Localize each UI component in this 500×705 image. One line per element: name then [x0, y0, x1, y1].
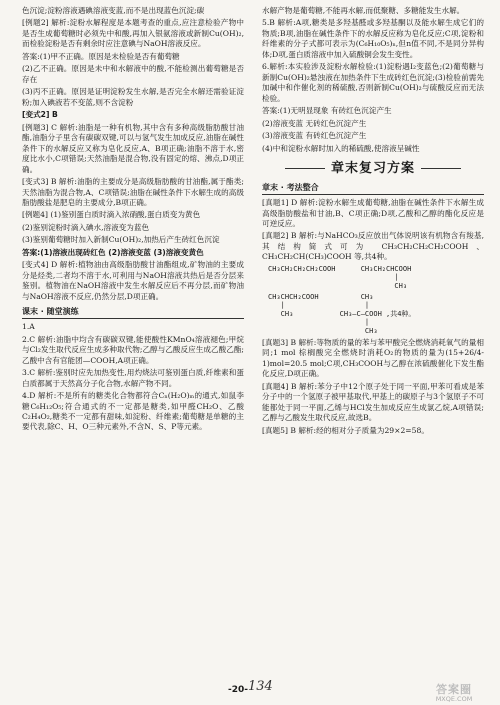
variant-2: [变式2] B [22, 110, 58, 120]
watermark-url: MXQE.COM [435, 695, 473, 704]
real-question-2: [真题2] B 解析:与NaHCO₃反应放出气体说明该有机物含有羧基,其结构简式可为 CH₃CH₂CH₂CH₂COOH、CH₃CH₂CH(CH₃)COOH 等,共4种。 [262, 231, 484, 262]
variant-4: [变式4] D 解析:植物油由高级脂肪酸甘油酯组成,矿物油的主要成分是烃类,二者均不溶于水,可利用与NaOH溶液共热后是否分层来鉴别。植物油在NaOH溶液中发生水解反应后不再分层,而矿物油与NaOH溶液不反应,仍然分层,D项正确。 [22, 260, 244, 301]
example-2: [例题2] 解析:淀粉水解程度是本题考查的重点,应注意检验产物中是否生成葡萄糖时必须先中和酸,再加入银氨溶液或新制Cu(OH)₂,而检验淀粉是否有剩余时应注意碘与NaOH溶液反应。 [22, 18, 244, 49]
left-column [22, 6, 244, 435]
example-4: [例题4] (1)鉴别蛋白质时滴入浓硝酸,蛋白质变为黄色 [22, 210, 201, 220]
structural-formula-1: CH₃CH₂CH₂CH₂COOH CH₃CH₂CHCOOH | CH₃ [268, 264, 412, 290]
handwritten-page-number: 134 [248, 679, 273, 694]
text-line: 水解产物是葡萄糖,不能再水解,而低聚糖、多糖能发生水解。 [262, 6, 465, 15]
variant-3: [变式3] B 解析:油脂的主要成分是高级脂肪酸的甘油酯,属于酯类;天然油脂为混合物,A、C项错误;油脂在碱性条件下水解生成的高级脂肪酸盐是肥皂的主要成分,B项正确。 [22, 177, 244, 207]
real-question-3: [真题3] B 解析:等物质的量的苯与苯甲酸完全燃烧消耗氧气的量相同;1 mol 棕榈酸完全燃烧时消耗O₂的物质的量为(15+26/4-1)mol=20.5 mol;C项,CH₃COOH与乙醇在浓硫酸催化下发生酯化反应,D项正确。 [262, 338, 484, 379]
right-column [262, 6, 484, 438]
answer-line: (3)丙不正确。原因是证明淀粉发生水解,是否完全水解还需验证淀粉;加入碘液若不变蓝,则不含淀粉 [22, 87, 244, 107]
text-line: 色沉淀;淀粉溶液遇碘溶液变蓝,而不是出现蓝色沉淀;碳 [22, 6, 205, 15]
question-4: 4.D 解析:不是所有的糖类化合物都符合Cₙ(H₂O)ₘ的通式,如鼠李糖C₆H₁₂O₅;符合通式的不一定都是糖类,如甲醛CH₂O、乙酸C₂H₄O₂,糖类不一定都有甜味,如淀粉、纤维素;葡萄糖是单糖的主要代表,除C、H、O三种元素外,不含N、S、P等元素。 [22, 391, 244, 432]
answer-line: (4)中和淀粉水解时加入的稀硫酸,使溶液呈碱性 [262, 143, 420, 153]
answer-line: 答案:(1)无明显现象 有砖红色沉淀产生 [262, 106, 392, 116]
question-1: 1.A [22, 322, 35, 332]
page-number: -20- [228, 685, 248, 695]
structural-formula-2: CH₃CHCH₂COOH CH₃ | | CH₃ CH₃—C—COOH ,共4种。 | CH₃ [268, 293, 416, 335]
example-3: [例题3] C 解析:油脂是一种有机物,其中含有多种高级脂肪酸甘油酯,油脂分子里含有碳碳双键,可以与氢气发生加成反应,油脂在碱性条件下的水解反应又称为皂化反应,A、B项正确;油脂不溶于水,密度比水小,C项错误;天然油脂是混合物,没有固定的熔、沸点,D项正确。 [22, 122, 244, 174]
section-subhead: 课末 · 随堂演练 [22, 306, 244, 319]
site-watermark [416, 684, 492, 704]
answer-line: (2)溶液变蓝 无砖红色沉淀产生 [262, 118, 367, 128]
chapter-review-title [262, 160, 484, 178]
real-question-1: [真题1] D 解析:淀粉水解生成葡萄糖,油脂在碱性条件下水解生成高级脂肪酸盐和甘油,B、C项正确;D项,乙酸和乙醇的酯化反应是可逆反应。 [262, 198, 484, 228]
real-question-5: [真题5] B 解析:经的相对分子质量为29×2=58。 [262, 425, 429, 435]
question-5: 5.B 解析:A项,糖类是多羟基醛或多羟基酮以及能水解生成它们的物质;B项,油脂在碱性条件下的水解反应称为皂化反应;C项,淀粉和纤维素的分子式都可表示为(C₆H₁₀O₅)ₙ,但n值不同,不是同分异构体;D项,蛋白质溶液中加入硫酸铜会发生变性。 [262, 18, 484, 59]
page-footer [0, 679, 500, 705]
answer-line: 答案:(1)溶液出现砖红色 (2)溶液变蓝 (3)溶液变黄色 [22, 247, 204, 257]
answer-line: (3)溶液变蓝 有砖红色沉淀产生 [262, 131, 367, 141]
text-line: (2)鉴别淀粉时滴入碘水,溶液变为蓝色 [22, 222, 150, 232]
question-6: 6.解析:本实验涉及淀粉水解检验:(1)淀粉遇I₂变蓝色;(2)葡萄糖与新制Cu(OH)₂悬浊液在加热条件下生成砖红色沉淀;(3)检验前需先加碱中和作催化剂的稀硫酸,否则新制Cu(OH)₂与硫酸反应而无法检验。 [262, 62, 484, 103]
question-2: 2.C 解析:油脂中均含有碳碳双键,能使酸性KMnO₄溶液褪色;甲烷与Cl₂发生取代反应生成多种取代物;乙醇与乙酸反应生成乙酸乙酯;乙酸中含有官能团—COOH,A项正确。 [22, 334, 244, 365]
chapter-review-title-text: 章末复习方案 [330, 161, 415, 177]
question-3: 3.C 解析:鉴别时应先加热变性,用灼烧法可鉴别蛋白质,纤维素和蛋白质都属于天然高分子化合物,水解产物不同。 [22, 368, 244, 388]
answer-line: 答案:(1)甲不正确。原因是未检验是否有葡萄糖 [22, 51, 180, 61]
page-body [22, 6, 484, 678]
text-line: (3)鉴别葡萄糖时加入新制Cu(OH)₂,加热后产生砖红色沉淀 [22, 235, 220, 245]
title-rule [421, 168, 461, 169]
watermark-logo-text: 答案圈 [436, 683, 472, 696]
title-rule [285, 168, 325, 169]
answer-line: (2)乙不正确。原因是未中和水解液中的酸,不能检测出葡萄糖是否存在 [22, 64, 244, 84]
real-question-4: [真题4] B 解析:苯分子中12个原子处于同一平面,甲苯可看成是苯分子中的一个氢原子被甲基取代,甲基上的碳原子与3个氢原子不可能都处于同一平面,乙烯与HCl发生加成反应生成氯乙烷,A项错误;乙醇与乙酸发生取代反应,故选B。 [262, 381, 484, 423]
section-subhead: 章末 · 考法整合 [262, 182, 484, 195]
